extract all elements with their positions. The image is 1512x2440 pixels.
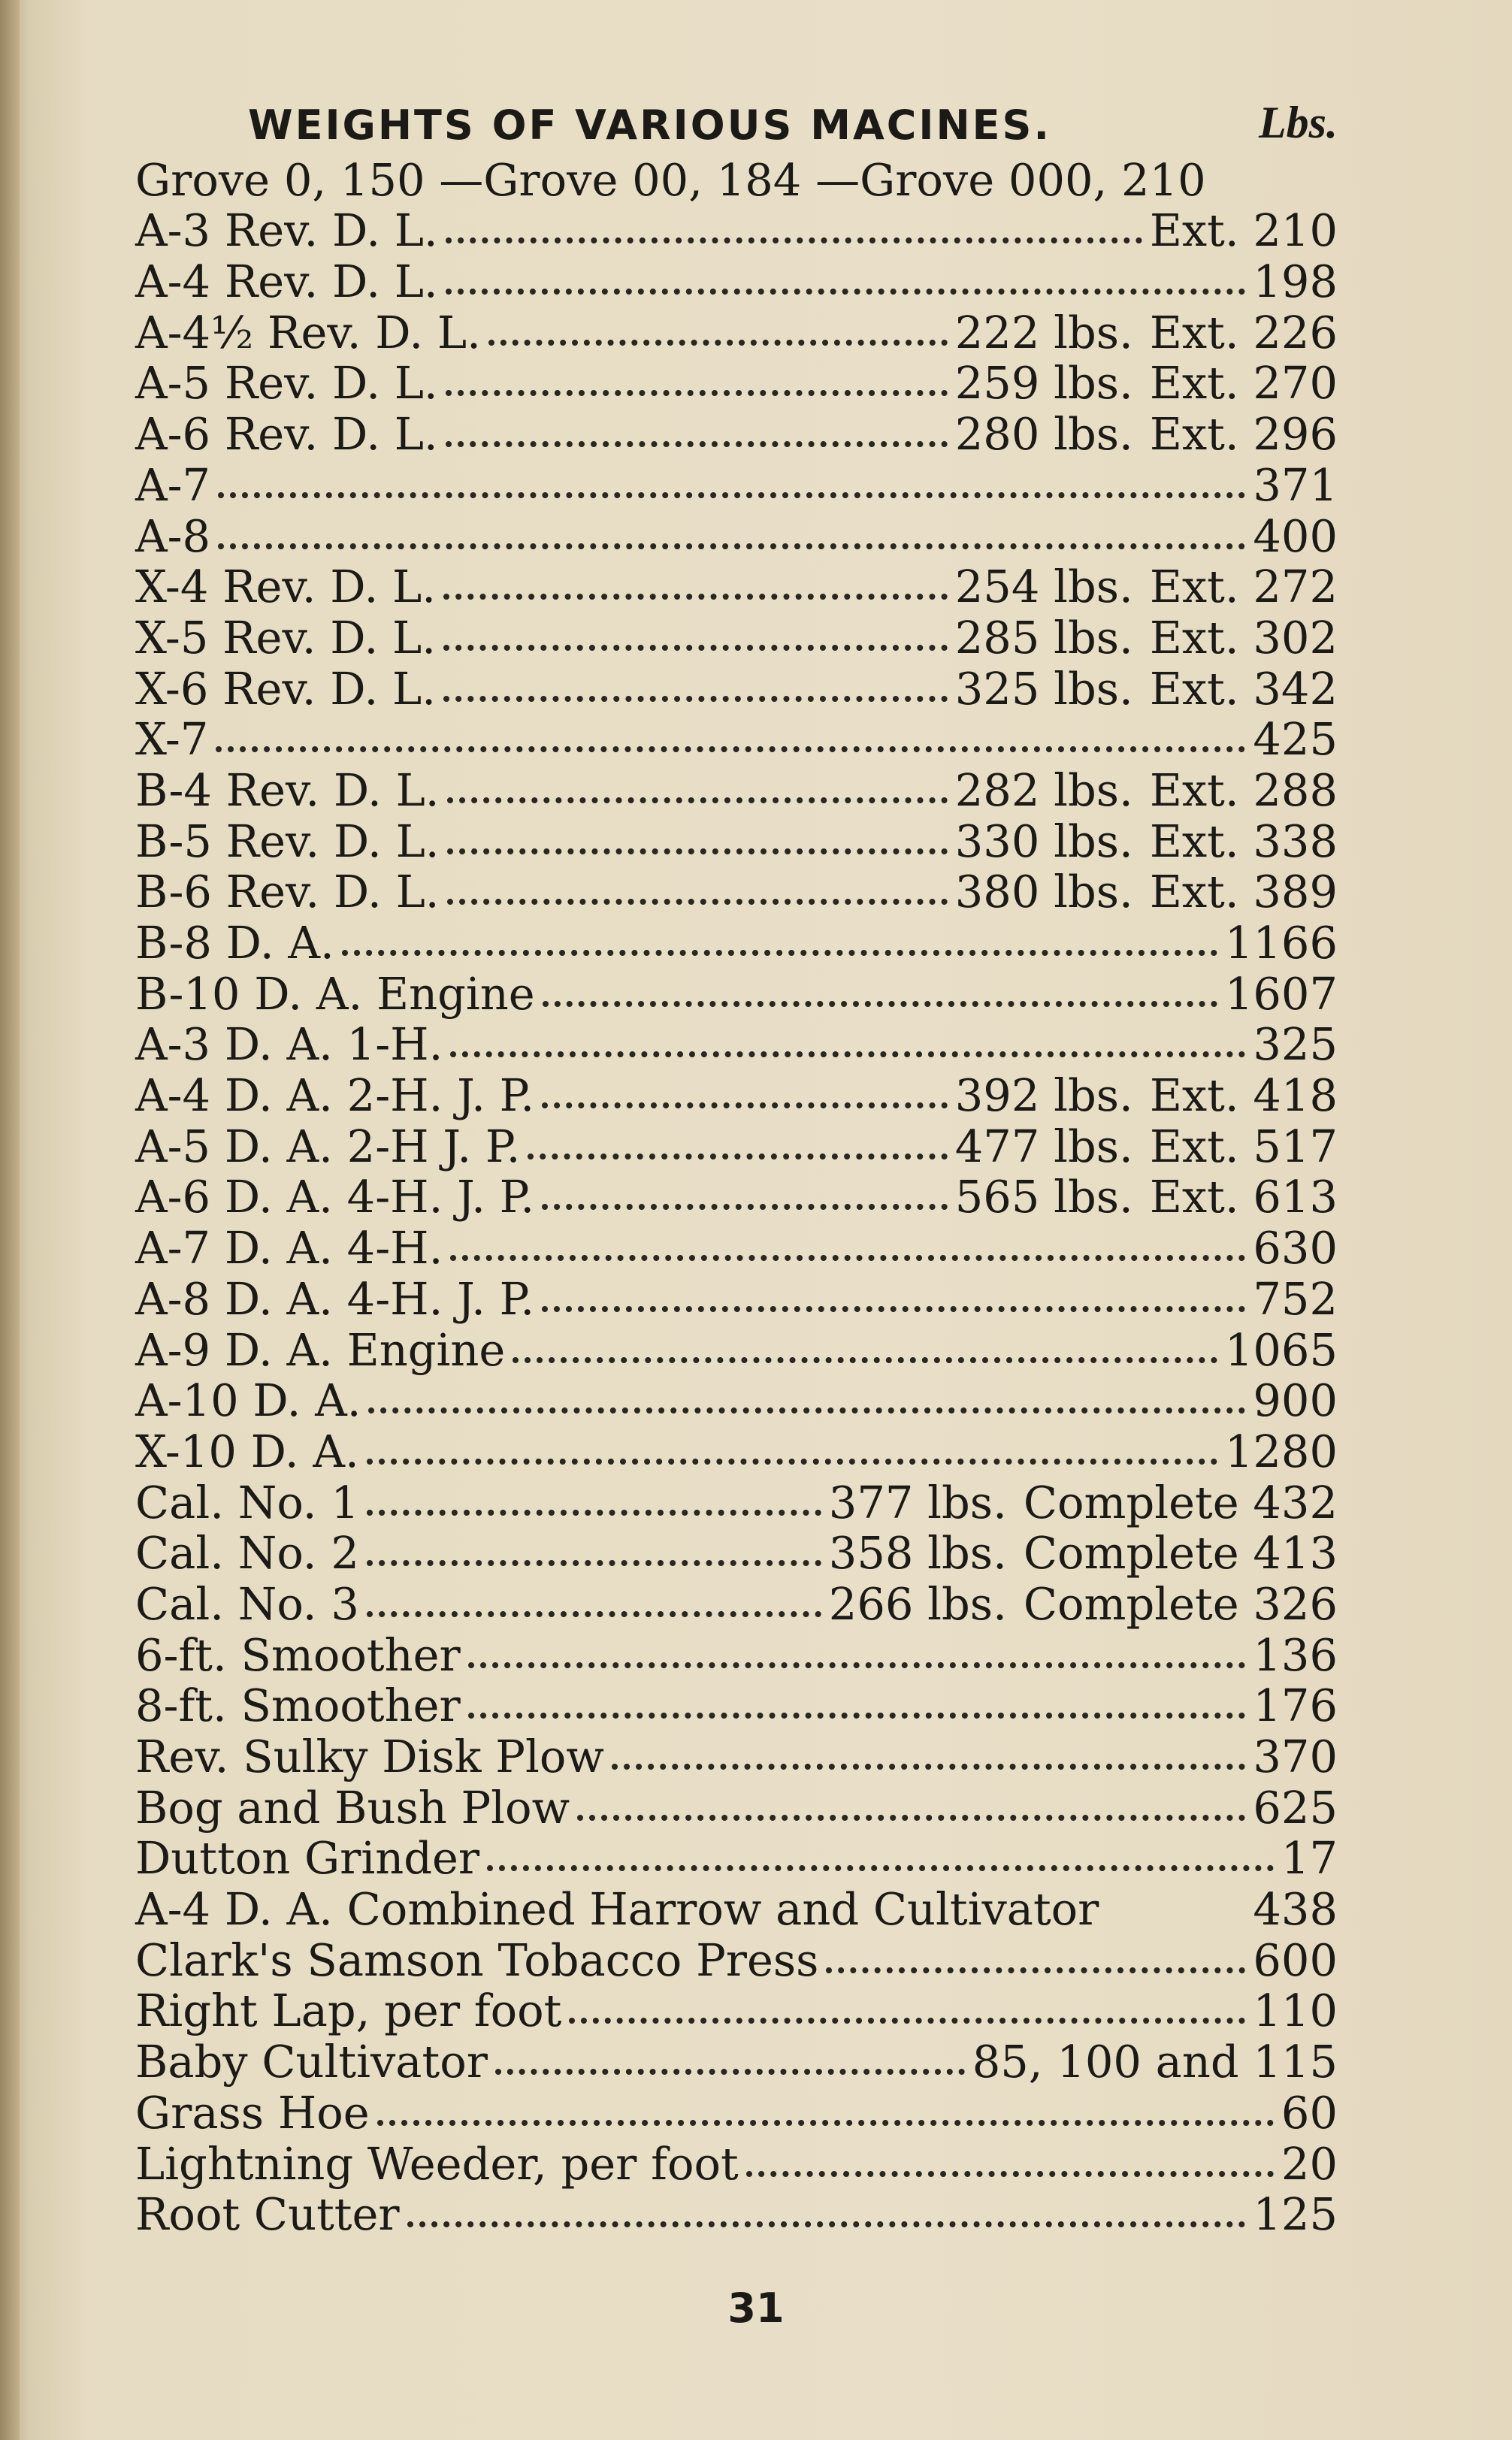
item-weight: Complete 326: [1023, 1577, 1338, 1630]
item-label: Clark's Samson Tobacco Press: [135, 1934, 819, 1986]
dot-leader: [218, 543, 1245, 549]
item-label: A-4 D. A. 2-H. J. P.: [135, 1069, 535, 1122]
item-weight: Ext. 272: [1149, 561, 1338, 613]
table-row: [135, 561, 1338, 612]
dot-leader: [367, 1559, 821, 1566]
item-weight: 198: [1253, 255, 1338, 308]
grove-line: Grove 0, 150 —Grove 00, 184 —Grove 000, 210: [135, 153, 1206, 206]
dot-leader: [543, 1000, 1217, 1007]
item-label: X-5 Rev. D. L.: [135, 611, 436, 664]
item-label: B-10 D. A. Engine: [135, 967, 535, 1020]
dot-leader: [342, 949, 1217, 956]
item-weight: 1280: [1224, 1425, 1338, 1477]
item-label: A-6 D. A. 4-H. J. P.: [135, 1171, 535, 1223]
table-row: [135, 764, 1338, 815]
item-label: B-5 Rev. D. L.: [135, 815, 440, 867]
item-weight: 136: [1253, 1628, 1338, 1681]
base-weight: 282 lbs.: [954, 763, 1133, 816]
table-row: [135, 1375, 1338, 1426]
item-weight: 600: [1253, 1934, 1338, 1986]
table-row: [135, 2087, 1338, 2138]
item-weight: 85, 100 and 115: [972, 2036, 1338, 2088]
table-row: [135, 1731, 1338, 1782]
item-weight: 176: [1253, 1680, 1338, 1732]
dot-leader: [446, 440, 948, 447]
base-weight: 285 lbs.: [954, 611, 1133, 664]
item-label: A-4 D. A. Combined Harrow and Cultivator: [135, 1883, 1099, 1936]
dot-leader: [577, 1814, 1245, 1821]
item-weight: Complete 413: [1023, 1527, 1338, 1580]
page-title: WEIGHTS OF VARIOUS MACINES.: [248, 101, 1051, 149]
item-label: A-8: [135, 509, 211, 562]
base-weight: 565 lbs.: [954, 1171, 1133, 1223]
dot-leader: [367, 1610, 821, 1617]
base-weight: 477 lbs.: [954, 1120, 1133, 1172]
dot-leader: [447, 898, 948, 905]
table-row: [135, 255, 1338, 307]
dot-leader: [447, 797, 948, 803]
base-weight: 330 lbs.: [954, 815, 1133, 867]
item-weight: 60: [1281, 2086, 1338, 2139]
dot-leader: [450, 1051, 1245, 1057]
dot-leader: [468, 1712, 1246, 1719]
item-label: A-9 D. A. Engine: [135, 1323, 506, 1376]
item-label: A-7: [135, 458, 211, 511]
item-weight: Ext. 210: [1149, 204, 1338, 257]
item-label: A-4 Rev. D. L.: [135, 255, 438, 308]
item-weight: Ext. 296: [1149, 408, 1338, 461]
base-weight: 380 lbs.: [954, 866, 1133, 918]
item-weight: Ext. 389: [1149, 866, 1338, 918]
item-weight: 325: [1253, 1018, 1338, 1071]
item-weight: Ext. 226: [1149, 306, 1338, 358]
base-weight: 280 lbs.: [954, 408, 1133, 461]
item-label: A-7 D. A. 4-H.: [135, 1222, 443, 1274]
item-label: X-7: [135, 713, 209, 766]
item-weight: 438: [1253, 1883, 1338, 1936]
item-label: Bog and Bush Plow: [135, 1781, 570, 1834]
page-number: 31: [727, 2284, 785, 2332]
table-row: [135, 2189, 1338, 2240]
unit-label: Lbs.: [1259, 98, 1338, 147]
item-weight: Ext. 288: [1149, 763, 1338, 816]
dot-leader: [367, 1509, 821, 1516]
item-label: Dutton Grinder: [135, 1832, 480, 1885]
dot-leader: [368, 1407, 1245, 1414]
dot-leader: [218, 491, 1245, 498]
item-weight: 1065: [1224, 1323, 1338, 1376]
dot-leader: [542, 1203, 948, 1210]
item-label: 6-ft. Smoother: [135, 1628, 461, 1681]
dot-leader: [513, 1356, 1217, 1363]
table-row: [135, 1782, 1338, 1833]
table-row: [135, 1477, 1338, 1528]
table-row: [135, 612, 1338, 663]
table-row: [135, 1222, 1338, 1273]
dot-leader: [746, 2170, 1274, 2177]
item-label: A-3 D. A. 1-H.: [135, 1018, 443, 1071]
base-weight: 254 lbs.: [954, 561, 1133, 613]
item-weight: Ext. 517: [1149, 1120, 1338, 1172]
dot-leader: [468, 1661, 1246, 1668]
item-weight: Ext. 418: [1149, 1069, 1338, 1122]
item-weight: 425: [1253, 713, 1338, 766]
item-weight: Complete 432: [1023, 1476, 1338, 1528]
item-weight: Ext. 342: [1149, 662, 1338, 715]
base-weight: 377 lbs.: [828, 1476, 1007, 1528]
dot-leader: [542, 1102, 948, 1108]
table-row: [135, 714, 1338, 765]
dot-leader: [447, 848, 948, 854]
table-row: [135, 663, 1338, 714]
dot-leader: [528, 1153, 947, 1160]
item-label: B-8 D. A.: [135, 917, 334, 969]
table-row: [135, 2036, 1338, 2087]
weights-list: [135, 205, 1338, 2240]
table-row: [135, 866, 1338, 918]
item-label: Grass Hoe: [135, 2086, 370, 2139]
grove-row: [135, 154, 1338, 205]
dot-leader: [487, 1864, 1274, 1871]
dot-leader: [1106, 1921, 1245, 1922]
base-weight: 325 lbs.: [954, 662, 1133, 715]
item-weight: Ext. 302: [1149, 611, 1338, 664]
dot-leader: [542, 1305, 1245, 1312]
item-label: A-10 D. A.: [135, 1374, 361, 1427]
dot-leader: [612, 1763, 1246, 1770]
weights-table: [135, 154, 1338, 2239]
item-weight: 630: [1253, 1222, 1338, 1274]
table-row: [135, 1273, 1338, 1324]
item-label: X-6 Rev. D. L.: [135, 662, 436, 715]
table-row: [135, 459, 1338, 510]
dot-leader: [446, 288, 1246, 295]
item-label: Cal. No. 2: [135, 1527, 359, 1580]
dot-leader: [488, 339, 948, 346]
item-label: Cal. No. 1: [135, 1476, 359, 1528]
table-row: [135, 510, 1338, 561]
item-weight: Ext. 338: [1149, 815, 1338, 867]
item-label: Rev. Sulky Disk Plow: [135, 1731, 604, 1782]
dot-leader: [443, 593, 948, 600]
item-label: A-5 Rev. D. L.: [135, 357, 438, 410]
table-row: [135, 1680, 1338, 1731]
header: [248, 89, 1338, 149]
dot-leader: [407, 2221, 1246, 2227]
dot-leader: [443, 695, 948, 702]
dot-leader: [446, 237, 1142, 243]
item-label: X-10 D. A.: [135, 1425, 359, 1477]
base-weight: 259 lbs.: [954, 357, 1133, 410]
table-row: [135, 1883, 1338, 1934]
table-row: [135, 1578, 1338, 1629]
dot-leader: [377, 2119, 1274, 2126]
item-weight: 110: [1253, 1985, 1338, 2037]
item-weight: 1166: [1224, 917, 1338, 969]
dot-leader: [367, 1458, 1217, 1465]
item-label: Right Lap, per foot: [135, 1985, 562, 2037]
table-row: [135, 1426, 1338, 1477]
item-label: Cal. No. 3: [135, 1577, 359, 1630]
item-label: B-4 Rev. D. L.: [135, 763, 440, 816]
item-weight: 900: [1253, 1374, 1338, 1427]
item-label: A-5 D. A. 2-H J. P.: [135, 1120, 521, 1172]
dot-leader: [443, 644, 948, 651]
item-label: Lightning Weeder, per foot: [135, 2137, 739, 2190]
table-row: [135, 815, 1338, 866]
dot-leader: [446, 389, 948, 396]
table-row: [135, 1985, 1338, 2036]
item-label: B-6 Rev. D. L.: [135, 866, 440, 918]
base-weight: 222 lbs.: [954, 306, 1133, 358]
table-row: [135, 2138, 1338, 2189]
table-row: [135, 1934, 1338, 1985]
item-weight: 625: [1253, 1781, 1338, 1834]
item-label: A-6 Rev. D. L.: [135, 408, 438, 461]
item-weight: Ext. 270: [1149, 357, 1338, 410]
dot-leader: [216, 745, 1245, 752]
item-label: A-4½ Rev. D. L.: [135, 306, 481, 358]
item-weight: 371: [1253, 458, 1338, 511]
table-row: [135, 1528, 1338, 1579]
dot-leader: [569, 2017, 1245, 2024]
item-label: X-4 Rev. D. L.: [135, 561, 436, 613]
table-row: [135, 358, 1338, 409]
item-weight: 400: [1253, 509, 1338, 562]
table-row: [135, 1324, 1338, 1375]
table-row: [135, 917, 1338, 968]
base-weight: 358 lbs.: [828, 1527, 1007, 1580]
dot-leader: [450, 1254, 1245, 1261]
table-row: [135, 205, 1338, 256]
page-spine-shadow: [0, 0, 20, 2440]
dot-leader: [826, 1967, 1245, 1973]
table-row: [135, 1019, 1338, 1070]
base-weight: 266 lbs.: [828, 1577, 1007, 1630]
item-weight: 20: [1281, 2137, 1338, 2190]
table-row: [135, 1629, 1338, 1680]
dot-leader: [495, 2068, 965, 2075]
table-row: [135, 1120, 1338, 1172]
item-label: A-3 Rev. D. L.: [135, 204, 438, 257]
table-row: [135, 307, 1338, 358]
item-weight: 370: [1253, 1731, 1338, 1782]
item-weight: Ext. 613: [1149, 1171, 1338, 1223]
table-row: [135, 968, 1338, 1019]
table-row: [135, 408, 1338, 459]
item-weight: 125: [1253, 2188, 1338, 2241]
item-label: Baby Cultivator: [135, 2036, 488, 2088]
item-weight: 1607: [1224, 967, 1338, 1020]
item-label: Root Cutter: [135, 2188, 400, 2241]
item-label: A-8 D. A. 4-H. J. P.: [135, 1272, 535, 1325]
table-row: [135, 1172, 1338, 1223]
table-row: [135, 1833, 1338, 1884]
item-label: 8-ft. Smoother: [135, 1680, 461, 1732]
item-weight: 17: [1281, 1832, 1338, 1885]
base-weight: 392 lbs.: [954, 1069, 1133, 1122]
table-row: [135, 1069, 1338, 1120]
item-weight: 752: [1253, 1272, 1338, 1325]
